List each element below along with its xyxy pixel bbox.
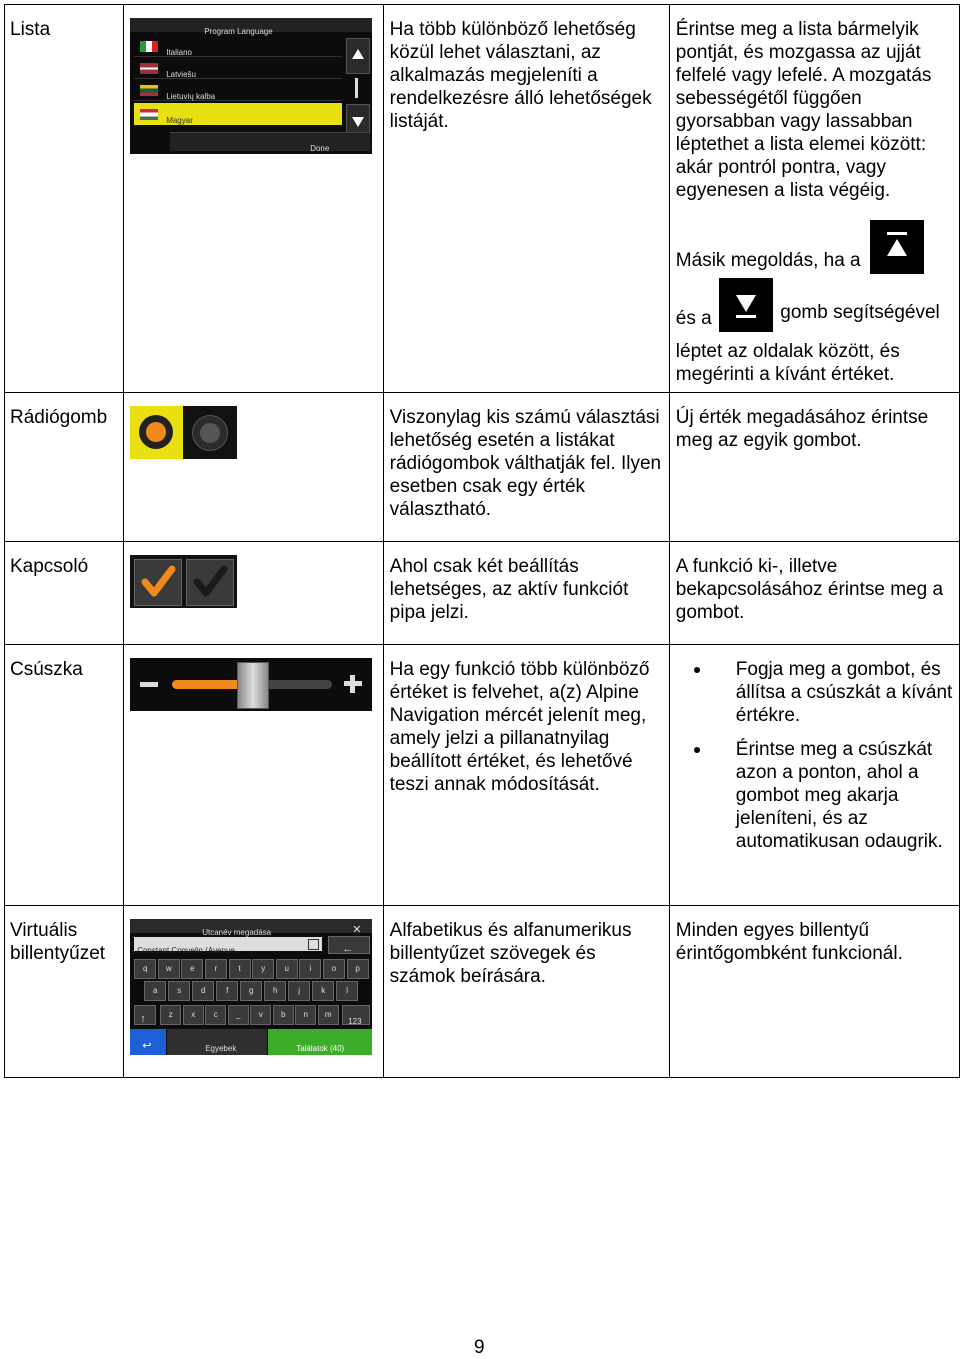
keyboard-row-2 — [144, 981, 364, 999]
image-cell — [124, 542, 383, 645]
other-button[interactable]: Egyebek — [167, 1029, 267, 1055]
term-slider: Csúszka — [10, 659, 83, 680]
table-row-lista — [5, 5, 960, 393]
slider-minus-button[interactable] — [140, 682, 158, 687]
term-switch: Kapcsoló — [10, 556, 89, 577]
radio-button-off[interactable] — [192, 415, 228, 451]
keyboard-key[interactable]: _ — [228, 1005, 249, 1025]
checkbox-icon[interactable] — [308, 939, 319, 950]
keyboard-key[interactable]: l — [336, 981, 358, 1001]
keyboard-key[interactable]: j — [288, 981, 310, 1001]
description-slider: Ha egy funkció több különböző értéket is felvehet, a(z) Alpine Navigation mércét jelenít meg, amely jelzi a pillanatnyilag beállított értéket, és lehetővé teszi annak módosítását. — [389, 659, 650, 795]
checkbox-screenshot — [130, 555, 237, 608]
keyboard-key[interactable]: c — [205, 1005, 226, 1025]
usage-cell — [669, 393, 959, 542]
list-title: Program Language — [204, 27, 273, 36]
usage-switch: A funkció ki-, illetve bekapcsolásához érintse meg a gombot. — [675, 556, 944, 623]
description-cell — [383, 542, 669, 645]
checkmark-gray-icon — [187, 560, 233, 605]
shift-icon: ↑ — [140, 1013, 146, 1025]
description-keyboard: Alfabetikus és alfanumerikus billentyűzet szövegek és számok beírására. — [389, 920, 632, 987]
description-cell — [383, 906, 669, 1078]
keyboard-key[interactable]: d — [192, 981, 214, 1001]
done-button[interactable]: Done — [170, 132, 370, 151]
term-radio: Rádiógomb — [10, 407, 108, 428]
list-item[interactable]: Latviešu — [134, 58, 342, 79]
table-row-keyboard — [5, 906, 960, 1078]
keyboard-key[interactable]: m — [318, 1005, 339, 1025]
keyboard-row-3 — [160, 1005, 340, 1023]
list-screenshot — [130, 18, 372, 154]
description-lista: Ha több különböző lehetőség közül lehet választani, az alkalmazás megjeleníti a rendelkezésre álló lehetőségek listáját. — [389, 19, 652, 132]
ui-elements-table — [4, 4, 960, 1078]
scroll-up-button[interactable] — [346, 38, 370, 74]
checkbox-checked[interactable] — [134, 559, 182, 606]
keyboard-key[interactable]: n — [295, 1005, 316, 1025]
backspace-icon: ← — [342, 943, 354, 955]
radio-button-on[interactable] — [139, 415, 173, 449]
keyboard-key[interactable]: o — [323, 959, 345, 979]
usage-lista-paragraph-1: Érintse meg a lista bármelyik pontját, és mozgassa az ujját felfelé vagy lefelé. A mozgatás sebességétől függően gyorsabban vagy lassabban léptethet a lista elemei között: akár pontról pontra, vagy egyenesen a lista végéig. — [675, 19, 932, 201]
table-row-slider — [5, 645, 960, 906]
usage-cell — [669, 645, 959, 906]
description-cell — [383, 5, 669, 393]
usage-radio: Új érték megadásához érintse meg az egyik gombot. — [675, 407, 929, 451]
keyboard-title: Utcanév megadása — [202, 928, 272, 937]
flag-italy-icon — [140, 41, 158, 52]
usage-cell — [669, 5, 959, 393]
term-cell — [5, 5, 124, 393]
term-lista: Lista — [10, 19, 51, 40]
text-input[interactable]: Constant Coquelin (Avenue — [134, 937, 322, 951]
keyboard-key[interactable]: p — [347, 959, 369, 979]
page-number: 9 — [474, 1337, 485, 1358]
usage-lista-paragraph-2c: gomb segítségével léptet az oldalak között, és megérinti a kívánt értéket. — [675, 302, 940, 385]
usage-keyboard: Minden egyes billentyű érintőgombként funkcionál. — [675, 920, 903, 964]
page-up-icon — [870, 220, 924, 274]
bullet-icon — [694, 747, 700, 753]
usage-cell — [669, 906, 959, 1078]
back-icon: ↩ — [142, 1040, 152, 1052]
keyboard-key[interactable]: g — [240, 981, 262, 1001]
flag-latvia-icon — [140, 63, 158, 74]
keyboard-key[interactable]: b — [273, 1005, 294, 1025]
results-button[interactable]: Találatok (40) — [268, 1029, 372, 1055]
flag-hungary-icon — [140, 109, 158, 120]
description-cell — [383, 393, 669, 542]
term-cell — [5, 393, 124, 542]
keyboard-key[interactable]: s — [168, 981, 190, 1001]
description-switch: Ahol csak két beállítás lehetséges, az aktív funkciót pipa jelzi. — [389, 556, 629, 623]
bullet-icon — [694, 667, 700, 673]
keyboard-key[interactable]: t — [229, 959, 251, 979]
image-cell — [124, 5, 383, 393]
keyboard-key[interactable]: h — [264, 981, 286, 1001]
keyboard-screenshot — [130, 919, 372, 1055]
keyboard-key[interactable]: w — [158, 959, 180, 979]
slider-screenshot — [130, 658, 372, 711]
term-cell — [5, 906, 124, 1078]
radio-button-screenshot — [130, 406, 237, 459]
close-icon[interactable]: ✕ — [352, 924, 362, 936]
keyboard-key[interactable]: i — [299, 959, 321, 979]
image-cell — [124, 645, 383, 906]
checkbox-unchecked[interactable] — [186, 559, 234, 606]
keyboard-key[interactable]: y — [252, 959, 274, 979]
back-button[interactable] — [130, 1029, 166, 1055]
list-item[interactable]: Italiano — [134, 36, 342, 57]
list-item: Érintse meg a csúszkát azon a ponton, ahol a gombot meg akarja jeleníteni, és az automatikusan odaugrik. — [676, 738, 955, 853]
table-row-radio — [5, 393, 960, 542]
term-cell — [5, 542, 124, 645]
term-keyboard: Virtuális billentyűzet — [10, 920, 106, 964]
slider-handle[interactable] — [237, 662, 269, 709]
usage-lista-paragraph-2b: és a — [675, 308, 712, 330]
keyboard-key[interactable]: q — [134, 959, 156, 979]
scroll-thumb[interactable] — [355, 78, 358, 98]
image-cell — [124, 393, 383, 542]
shift-button[interactable] — [134, 1005, 156, 1025]
keyboard-key[interactable]: u — [276, 959, 298, 979]
list-item: Fogja meg a gombot, és állítsa a csúszkát a kívánt értékre. — [676, 658, 955, 727]
keyboard-key[interactable]: x — [183, 1005, 204, 1025]
list-item-selected[interactable]: Magyar — [134, 103, 342, 125]
keyboard-key[interactable]: r — [205, 959, 227, 979]
checkmark-orange-icon — [135, 560, 181, 605]
keyboard-key[interactable]: a — [144, 981, 166, 1001]
term-cell — [5, 645, 124, 906]
usage-slider-list — [676, 658, 955, 853]
flag-lithuania-icon — [140, 85, 158, 96]
description-radio: Viszonylag kis számú választási lehetőség esetén a listákat rádiógombok válthatják fel. Ilyen esetben csak egy érték választható. — [389, 407, 662, 520]
list-item[interactable]: Lietuvių kalba — [134, 80, 342, 101]
keyboard-key[interactable]: v — [250, 1005, 271, 1025]
description-cell — [383, 645, 669, 906]
usage-cell — [669, 542, 959, 645]
keyboard-key[interactable]: k — [312, 981, 334, 1001]
usage-lista-paragraph-2a: Másik megoldás, ha a — [675, 250, 861, 272]
image-cell — [124, 906, 383, 1078]
table-row-switch — [5, 542, 960, 645]
num-key-button[interactable]: 123 — [342, 1005, 370, 1025]
page-down-icon — [719, 278, 773, 332]
keyboard-key[interactable]: z — [160, 1005, 181, 1025]
backspace-button[interactable] — [328, 936, 370, 954]
slider-plus-button[interactable] — [344, 675, 362, 693]
keyboard-key[interactable]: f — [216, 981, 238, 1001]
keyboard-row-1 — [134, 959, 370, 977]
keyboard-key[interactable]: e — [181, 959, 203, 979]
